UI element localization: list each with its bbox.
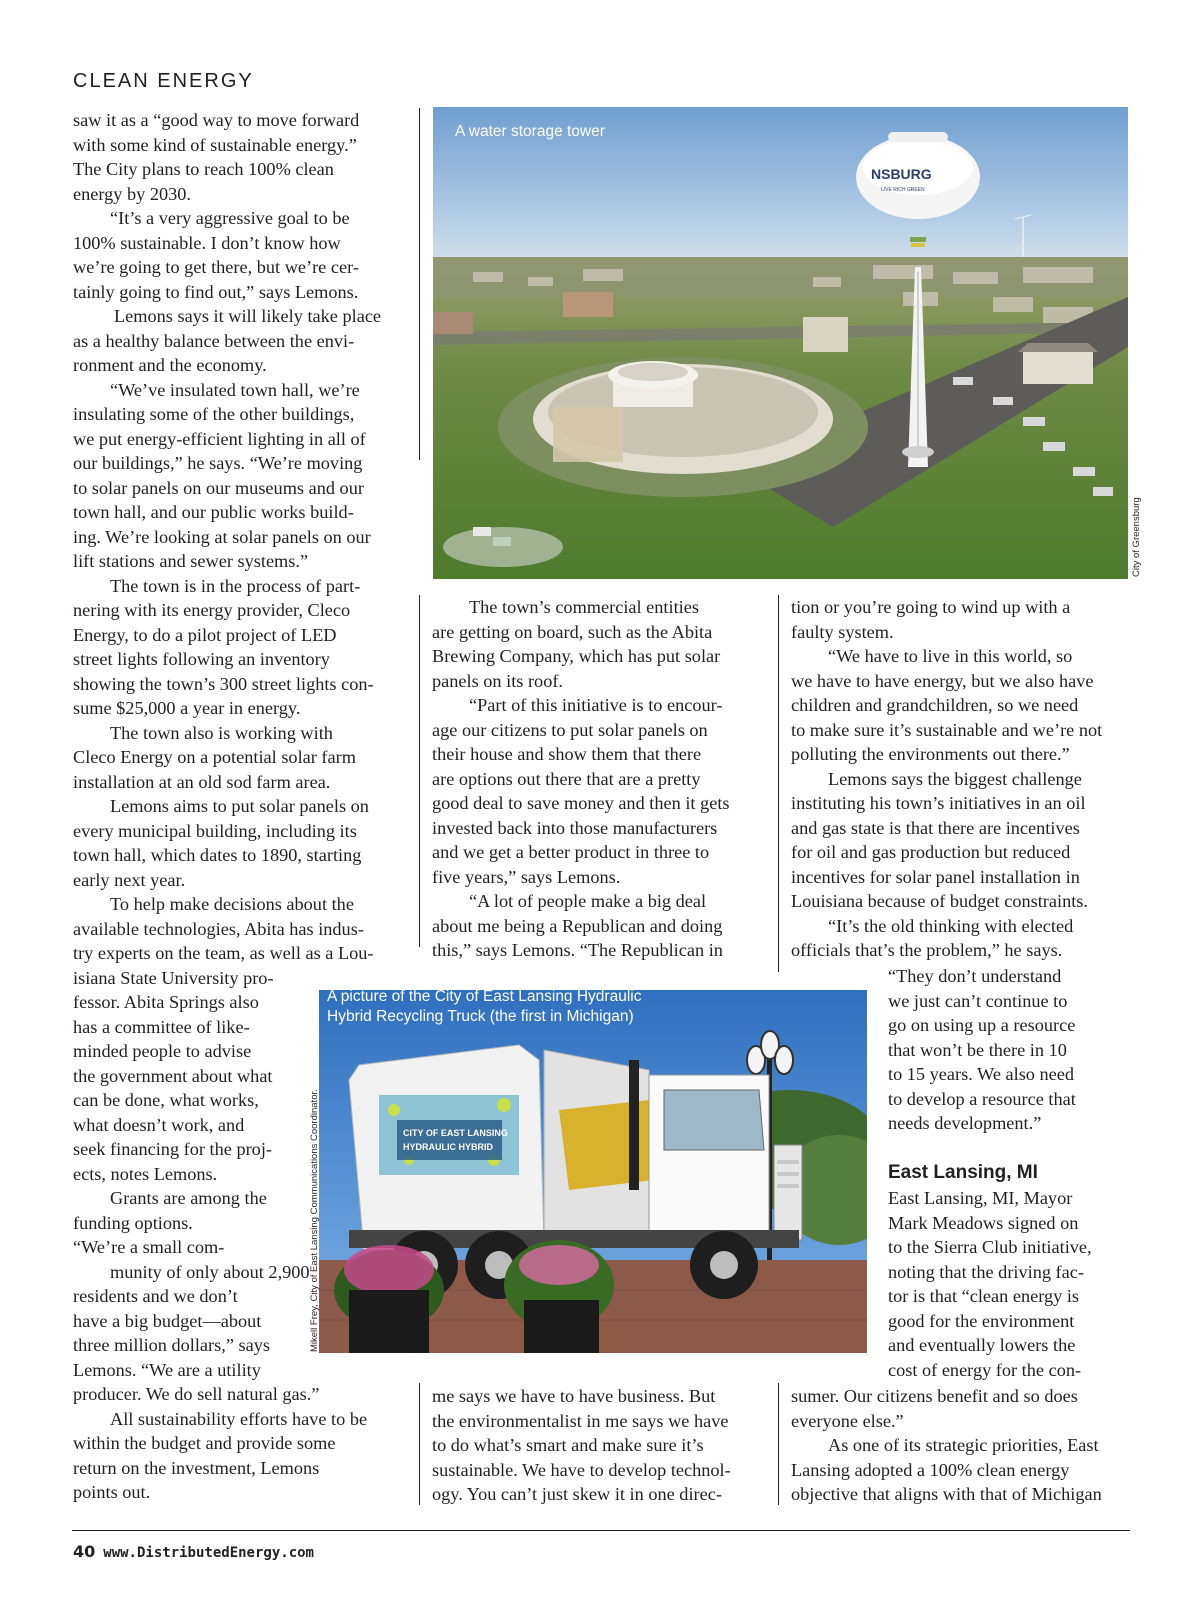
text-line: lift stations and sewer systems.” [73,551,309,571]
text-line: Grants are among the [110,1188,267,1208]
text-line: good for the environment [888,1310,1075,1331]
text-line: town hall, which dates to 1890, starting [73,845,362,865]
recycling-truck-photo [319,990,867,1353]
text-line: and we get a better product in three to [432,842,710,862]
text-line: their house and show them that there [432,744,702,764]
text-line: tainly going to find out,” says Lemons. [73,281,359,302]
column-rule [419,1383,420,1505]
text-line: points out. [73,1482,151,1502]
text-line: me says we have to have business. But [432,1386,716,1406]
text-line: Louisiana because of budget constraints. [791,891,1088,911]
text-line: to the Sierra Club initiative, [888,1237,1092,1257]
text-line: as a healthy balance between the envi- [73,330,355,351]
text-line: 100% sustainable. I don’t know how [73,232,341,253]
page-number: 40 [73,1542,96,1561]
text-line: ronment and the economy. [73,355,267,375]
text-line: “A lot of people make a big deal [469,891,707,911]
text-line: To help make decisions about the [110,894,354,914]
text-line: with some kind of sustainable energy.” [73,134,357,155]
truck-caption: A picture of the City of East Lansing Hydraulic Hybrid Recycling Truck (the first in Michigan) [327,990,642,1025]
page-footer [73,1542,314,1561]
text-line: Lemons says the biggest challenge [828,768,1082,789]
text-line: “It’s the old thinking with elected [828,915,1074,936]
text-line: age our citizens to put solar panels on [432,719,708,740]
text-line: tor is that “clean energy is [888,1286,1080,1306]
text-line: the environmentalist in me says we have [432,1410,729,1431]
text-line: to make sure it’s sustainable and we’re not [791,719,1103,740]
text-line: we put energy-efficient lighting in all of [73,428,366,449]
text-line: noting that the driving fac- [888,1261,1084,1282]
text-line: to 15 years. We also need [888,1064,1075,1084]
text-line: early next year. [73,869,186,890]
text-line: Lemons. “We are a utility [73,1359,261,1380]
tower-caption: A water storage tower [455,123,605,140]
tank-label: NSBURG [871,166,932,182]
text-line: incentives for solar panel installation in [791,866,1080,887]
text-line: As one of its strategic priorities, East [828,1435,1099,1455]
recycling-truck-image [319,990,867,1353]
text-line: can be done, what works, [73,1090,259,1110]
text-line: sumer. Our citizens benefit and so does [791,1386,1078,1406]
text-line: residents and we don’t [73,1286,238,1306]
text-line: what doesn’t work, and [73,1114,245,1135]
text-line: ects, notes Lemons. [73,1163,218,1184]
text-line: try experts on the team, as well as a Lou- [73,943,374,963]
text-line: go on using up a resource [888,1015,1076,1035]
text-line: Cleco Energy on a potential solar farm [73,747,356,767]
text-line: “It’s a very aggressive goal to be [110,208,350,228]
column-rule [419,108,420,460]
text-line: Lemons says it will likely take place [114,306,382,326]
truck-photo-credit: Mikell Frey, City of East Lansing Communications Coordinator. [309,1089,320,1352]
text-line: “Part of this initiative is to encour- [469,695,723,715]
truck-sign-line2: HYDRAULIC HYBRID [403,1142,493,1152]
text-line: sume $25,000 a year in energy. [73,698,301,718]
text-line: installation at an old sod farm area. [73,771,331,792]
text-line: we’re going to get there, but we’re cer- [73,257,359,277]
text-line: faulty system. [791,621,894,642]
text-line: to solar panels on our museums and our [73,477,364,498]
text-line: isiana State University pro- [73,967,274,988]
text-line: The town also is working with [110,722,333,743]
text-line: for oil and gas production but reduced [791,842,1071,862]
text-line: are getting on board, such as the Abita [432,621,713,642]
text-line: has a committee of like- [73,1016,250,1037]
text-line: Mark Meadows signed on [888,1212,1079,1233]
text-line: children and grandchildren, so we need [791,695,1079,715]
text-line: munity of only about 2,900 [110,1261,310,1282]
text-line: three million dollars,” says [73,1335,270,1355]
text-line: Lansing adopted a 100% clean energy [791,1459,1070,1480]
truck-sign-line1: CITY OF EAST LANSING [403,1128,508,1138]
text-line: Energy, to do a pilot project of LED [73,624,337,645]
text-line: five years,” says Lemons. [432,866,621,887]
text-line: “We’ve insulated town hall, we’re [110,379,360,400]
tank-sublabel: LIVE RICH GREEN [881,187,925,193]
text-line: “They don’t understand [888,966,1062,986]
text-line: return on the investment, Lemons [73,1457,320,1478]
text-line: nering with its energy provider, Cleco [73,600,351,620]
text-line: to develop a resource that [888,1088,1076,1109]
column-rule [419,595,420,947]
text-line: sustainable. We have to develop technol- [432,1459,731,1480]
text-line: about me being a Republican and doing [432,915,723,936]
text-line: instituting his town’s initiatives in an oil [791,793,1086,813]
text-line: The City plans to reach 100% clean [73,159,334,179]
text-line: everyone else.” [791,1410,904,1431]
text-line: tion or you’re going to wind up with a [791,597,1071,617]
text-line: funding options. [73,1212,193,1233]
text-line: and gas state is that there are incentives [791,817,1080,838]
text-line: street lights following an inventory [73,649,330,669]
text-line: saw it as a “good way to move forward [73,110,360,130]
text-line: showing the town’s 300 street lights con- [73,673,374,694]
text-line: seek financing for the proj- [73,1139,272,1159]
text-line: cost of energy for the con- [888,1359,1082,1380]
text-line: we just can’t continue to [888,990,1068,1011]
water-tower-image [433,107,1128,579]
tower-photo-credit: City of Greensburg [1131,497,1142,577]
text-line: this,” says Lemons. “The Republican in [432,940,723,960]
text-line: we have to have energy, but we also have [791,670,1094,691]
text-line: are options out there that are a pretty [432,768,701,789]
text-line: panels on its roof. [432,670,563,691]
text-line: town hall, and our public works build- [73,502,354,522]
text-line: needs development.” [888,1113,1042,1133]
text-line: Lemons aims to put solar panels on [110,796,369,816]
text-line: energy by 2030. [73,183,191,204]
text-line: that won’t be there in 10 [888,1039,1067,1060]
text-line: polluting the environments out there.” [791,744,1070,764]
text-line: The town’s commercial entities [469,597,699,617]
column-rule [778,1383,779,1505]
text-line: and eventually lowers the [888,1335,1076,1355]
text-line: to do what’s smart and make sure it’s [432,1435,704,1455]
text-line: “We’re a small com- [73,1237,225,1257]
text-line: our buildings,” he says. “We’re moving [73,453,363,473]
text-line: East Lansing, MI, Mayor [888,1188,1073,1208]
text-line: every municipal building, including its [73,820,357,841]
text-line: invested back into those manufacturers [432,817,718,838]
text-line: officials that’s the problem,” he says. [791,940,1063,960]
text-line: Brewing Company, which has put solar [432,646,721,666]
text-line: minded people to advise [73,1041,252,1061]
text-line: insulating some of the other buildings, [73,404,355,424]
text-line: the government about what [73,1065,273,1086]
text-line: ogy. You can’t just skew it in one direc- [432,1484,722,1504]
section-header: CLEAN ENERGY [73,70,254,92]
text-line: All sustainability efforts have to be [110,1408,368,1429]
column-rule [778,595,779,972]
website-url: www.DistributedEnergy.com [103,1545,314,1561]
text-line: ing. We’re looking at solar panels on our [73,526,371,547]
subsection-heading: East Lansing, MI [888,1162,1038,1183]
text-line: The town is in the process of part- [110,575,361,596]
text-line: have a big budget—about [73,1310,262,1331]
text-line: “We have to live in this world, so [828,646,1073,666]
text-line: producer. We do sell natural gas.” [73,1384,320,1404]
text-line: objective that aligns with that of Michigan [791,1484,1102,1504]
text-line: fessor. Abita Springs also [73,992,259,1012]
text-line: within the budget and provide some [73,1433,336,1453]
water-tower-photo [433,107,1128,579]
text-line: good deal to save money and then it gets [432,793,730,813]
text-line: available technologies, Abita has indus- [73,918,364,939]
footer-rule [72,1530,1130,1531]
